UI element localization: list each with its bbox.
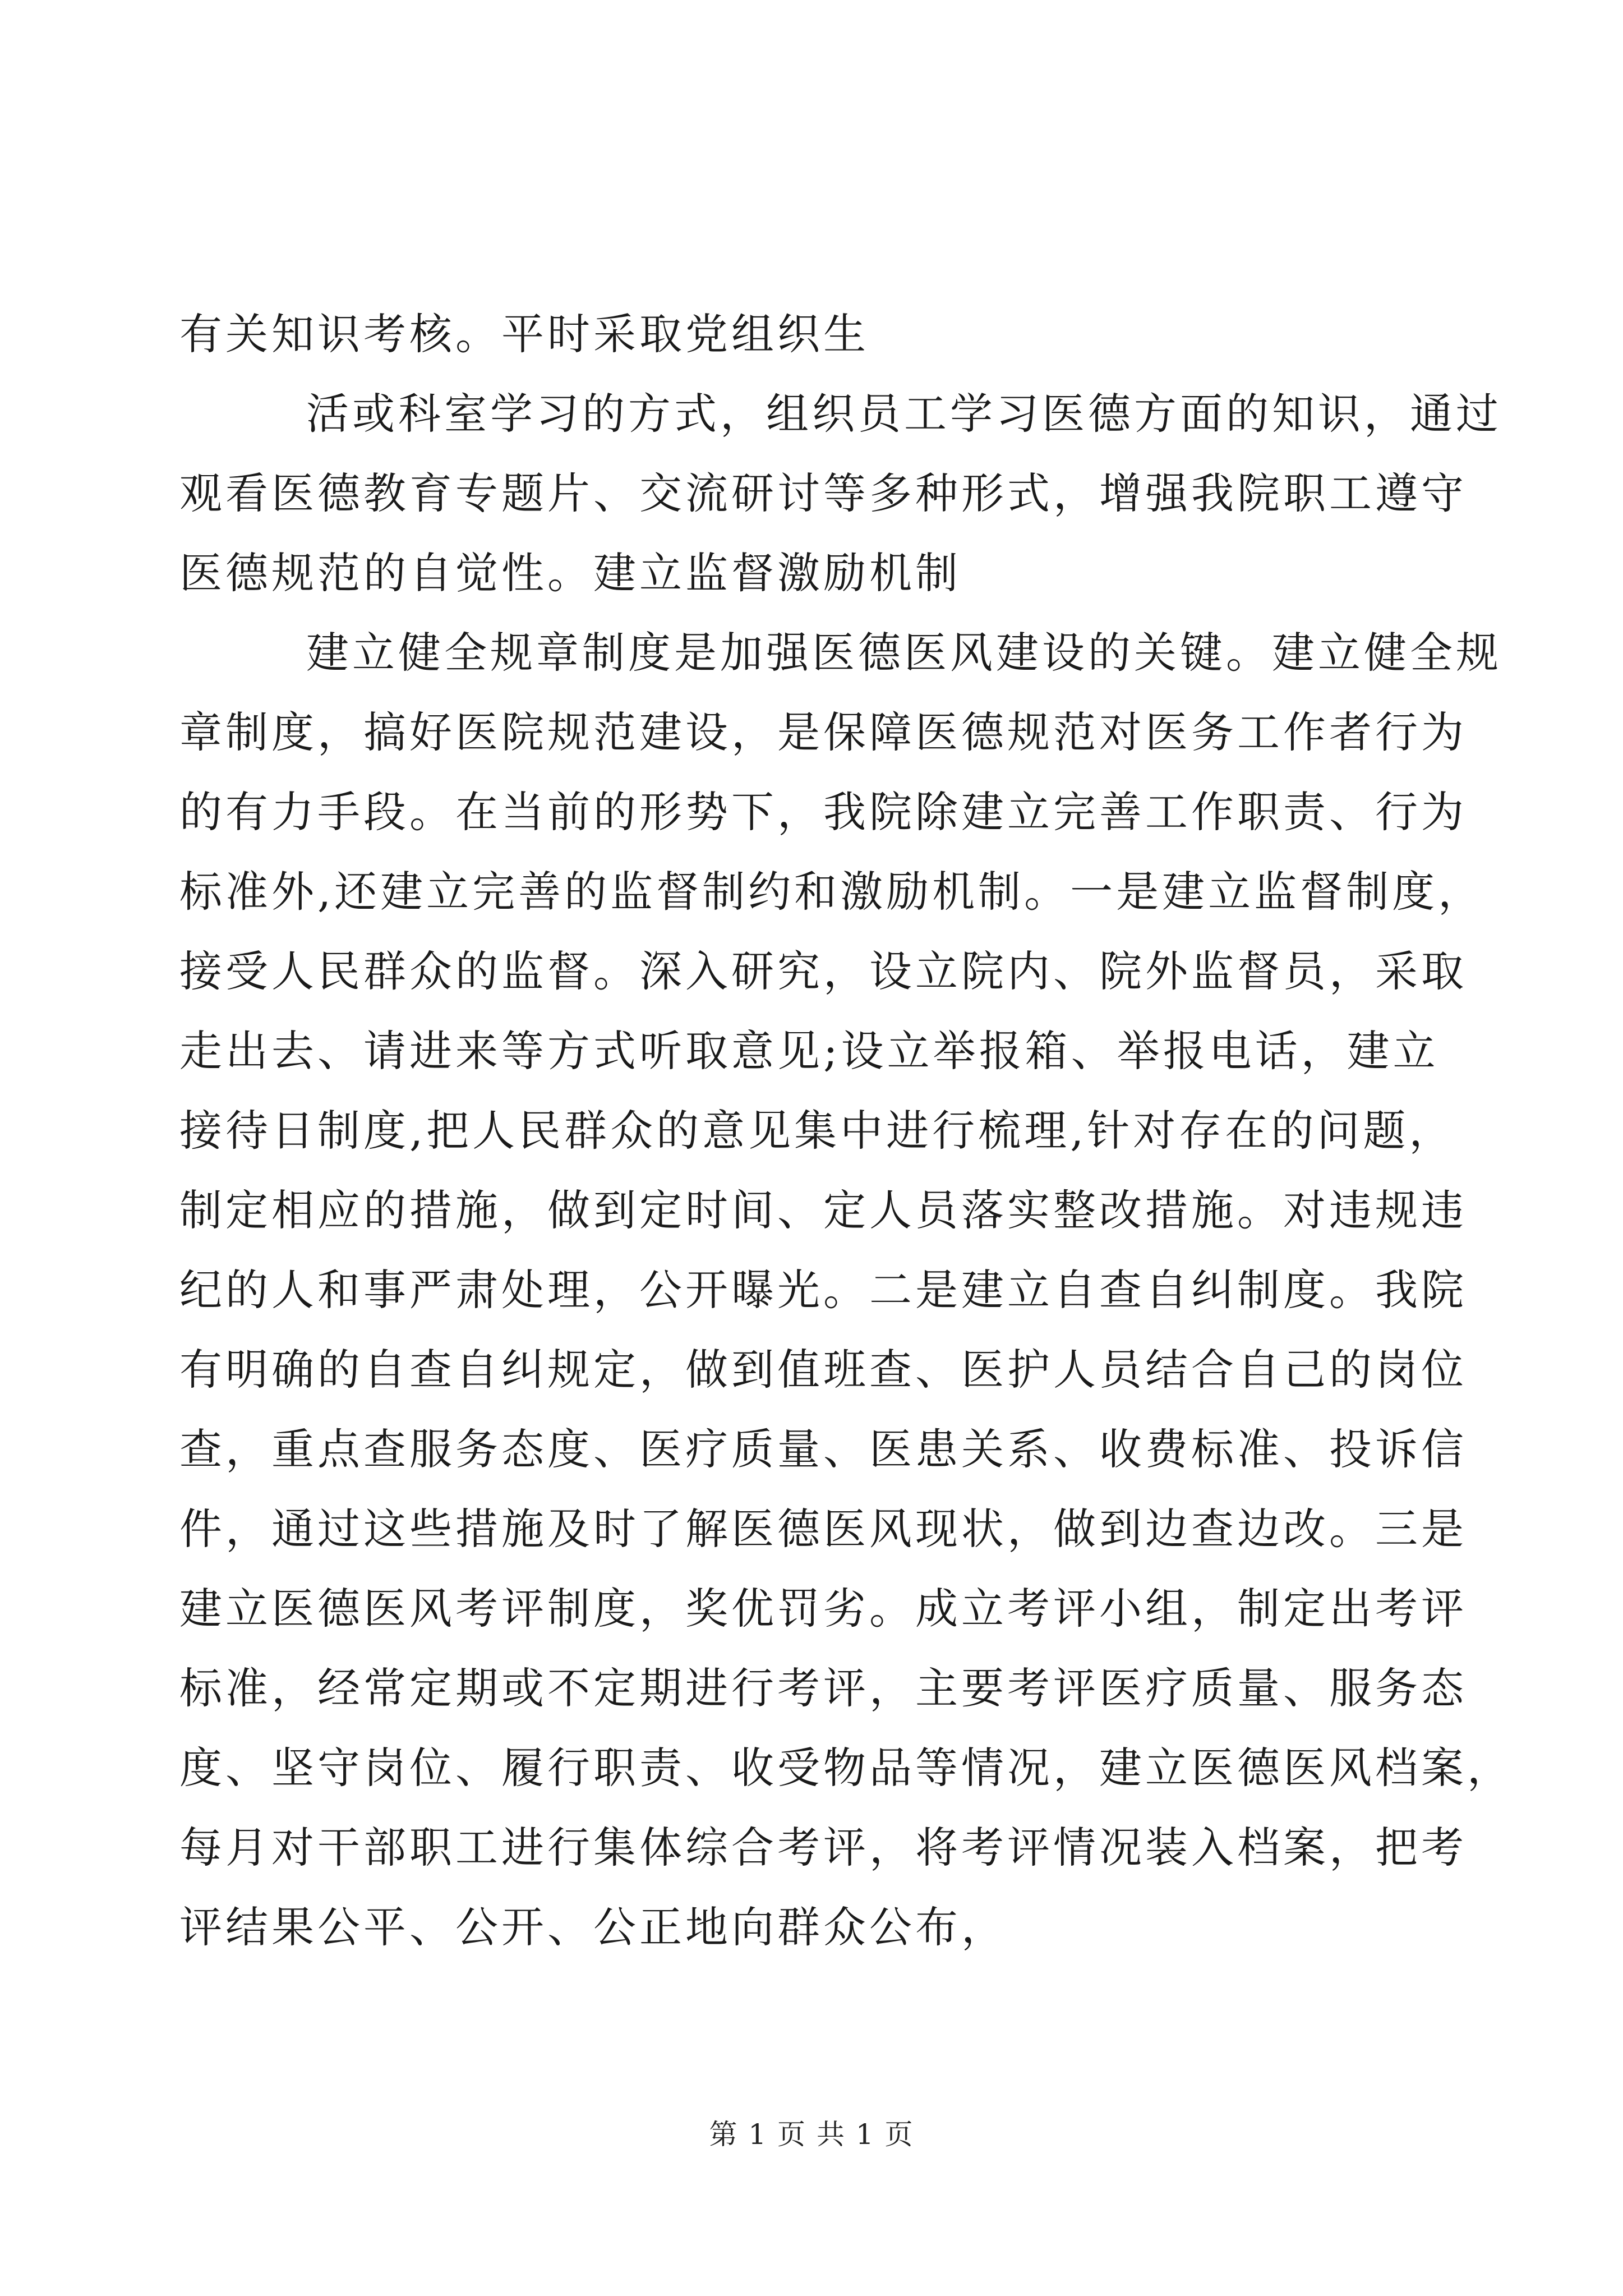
text-line: 章制度，搞好医院规范建设，是保障医德规范对医务工作者行为 xyxy=(179,707,1467,757)
text-line: 接待日制度,把人民群众的意见集中进行梳理,针对存在的问题， xyxy=(179,1106,1455,1156)
text-line: 医德规范的自觉性。建立监督激励机制 xyxy=(179,548,961,598)
text-line: 有关知识考核。平时采取党组织生 xyxy=(179,309,869,359)
text-line: 建立健全规章制度是加强医德医风建设的关键。建立健全规 xyxy=(306,628,1502,678)
text-line: 查，重点查服务态度、医疗质量、医患关系、收费标准、投诉信 xyxy=(179,1424,1467,1474)
text-line: 制定相应的措施，做到定时间、定人员落实整改措施。对违规违 xyxy=(179,1185,1467,1235)
text-line: 有明确的自查自纠规定，做到值班查、医护人员结合自己的岗位 xyxy=(179,1345,1467,1395)
text-line: 走出去、请进来等方式听取意见;设立举报箱、举报电话，建立 xyxy=(179,1026,1439,1076)
text-line: 的有力手段。在当前的形势下，我院除建立完善工作职责、行为 xyxy=(179,787,1467,837)
text-line: 接受人民群众的监督。深入研究，设立院内、院外监督员，采取 xyxy=(179,946,1467,996)
text-line: 建立医德医风考评制度，奖优罚劣。成立考评小组，制定出考评 xyxy=(179,1584,1467,1634)
text-line: 件，通过这些措施及时了解医德医风现状，做到边查边改。三是 xyxy=(179,1504,1467,1554)
text-line: 观看医德教育专题片、交流研讨等多种形式，增强我院职工遵守 xyxy=(179,468,1467,518)
text-line: 标准外,还建立完善的监督制约和激励机制。一是建立监督制度， xyxy=(179,867,1484,917)
text-line: 活或科室学习的方式，组织员工学习医德方面的知识，通过 xyxy=(306,389,1502,439)
text-line: 度、坚守岗位、履行职责、收受物品等情况，建立医德医风档案， xyxy=(179,1743,1513,1793)
text-line: 每月对干部职工进行集体综合考评，将考评情况装入档案，把考 xyxy=(179,1823,1467,1872)
text-line: 评结果公平、公开、公正地向群众公布， xyxy=(179,1902,1007,1952)
text-line: 纪的人和事严肃处理，公开曝光。二是建立自查自纠制度。我院 xyxy=(179,1265,1467,1315)
page-footer: 第 1 页 共 1 页 xyxy=(709,2118,914,2151)
text-line: 标准，经常定期或不定期进行考评，主要考评医疗质量、服务态 xyxy=(179,1663,1467,1713)
